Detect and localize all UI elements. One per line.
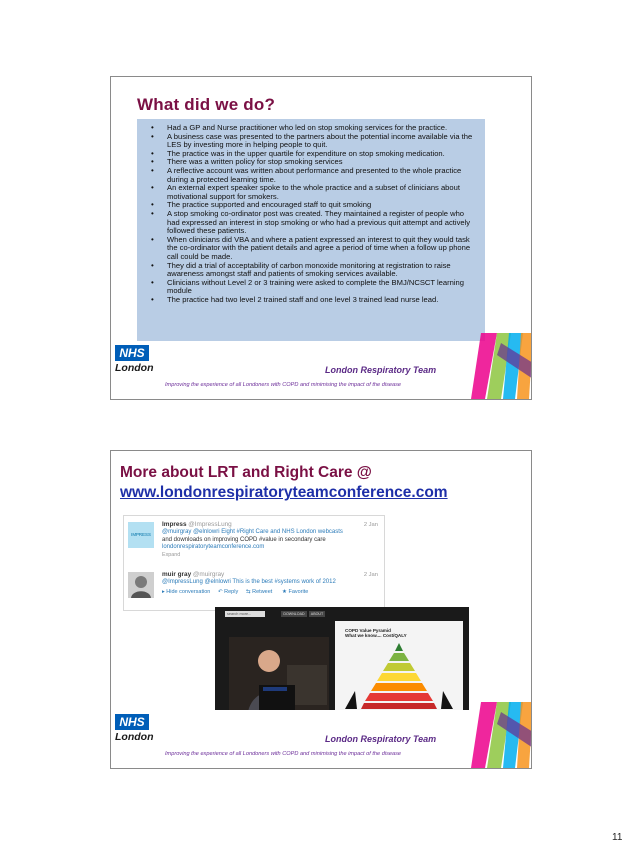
retweet-link[interactable]: ⇆ Retweet bbox=[246, 589, 273, 595]
bullet-item: • Clinicians without Level 2 or 3 training were asked to complete the BMJ/NCSCT learning module bbox=[147, 279, 477, 296]
conference-link[interactable]: www.londonrespiratoryteamconference.com bbox=[120, 484, 448, 501]
bullet-item: • When clinicians did VBA and where a patient expressed an interest to quit they would task the co-ordinator with the patient details and agree a period of time when a follow up phone call could be made. bbox=[147, 236, 477, 262]
bullet-item: • They did a trial of acceptability of carbon monoxide monitoring at registration to raise awareness amongst staff and patients of smoking services available. bbox=[147, 262, 477, 279]
pyramid-title: COPD Value Pyramid What we know.... Cost/QALY bbox=[345, 628, 407, 639]
hide-conversation-link[interactable]: ▸ Hide conversation bbox=[162, 589, 211, 595]
slide-what-did-we-do bbox=[110, 76, 532, 400]
bullet-item: • The practice was in the upper quartile for expenditure on stop smoking medication. bbox=[147, 150, 477, 159]
video-search-input[interactable]: search more... bbox=[225, 611, 265, 617]
tweet-panel bbox=[123, 515, 385, 611]
about-button[interactable]: ABOUT bbox=[310, 612, 324, 616]
tweet-date: 2 Jan bbox=[363, 572, 378, 578]
nhs-london-label: London bbox=[115, 362, 154, 374]
reply-link[interactable]: ↶ Reply bbox=[218, 589, 239, 595]
decorative-blades-icon bbox=[441, 333, 532, 399]
bullet-box bbox=[137, 119, 485, 345]
value-pyramid-icon bbox=[343, 641, 455, 711]
team-name: London Respiratory Team bbox=[325, 734, 437, 744]
bullet-item: • There was a written policy for stop smoking services bbox=[147, 158, 477, 167]
bullet-item: • A stop smoking co-ordinator post was created. They maintained a register of people who had expressed an interest in stop smoking or who had a previous quit attempt and actively followed these patients. bbox=[147, 210, 477, 236]
slide-title: What did we do? bbox=[137, 95, 276, 114]
slide-footer bbox=[111, 341, 531, 399]
tweet-author[interactable]: muir gray @muirgray bbox=[162, 571, 225, 578]
bullet-list bbox=[147, 124, 477, 304]
bullet-item: • A reflective account was written about performance and presented to the whole practice during a protected learning time. bbox=[147, 167, 477, 184]
bullet-item: • The practice had two level 2 trained staff and one level 3 trained lead nurse lead. bbox=[147, 296, 477, 305]
bullet-item: • An external expert speaker spoke to the whole practice and a subset of clinicians about motivational support for smokers. bbox=[147, 184, 477, 201]
page-number: 11 bbox=[612, 832, 623, 843]
tweet-author[interactable]: Impress @ImpressLung bbox=[162, 521, 232, 528]
impress-avatar bbox=[128, 522, 154, 548]
avatar-label: IMPRESS bbox=[131, 532, 151, 537]
slide-more-about-lrt bbox=[110, 450, 532, 769]
tweet-text: @muirgray @elnlowri Eight #Right Care and NHS London webcasts and downloads on improving COPD #value in secondary care londonrespiratoryteamconference.com Expand bbox=[162, 529, 343, 558]
bullet-item: • Had a GP and Nurse practitioner who led on stop smoking services for the practice. bbox=[147, 124, 477, 133]
download-button[interactable]: DOWNLOAD bbox=[281, 611, 307, 617]
nhs-logo: NHS bbox=[115, 345, 149, 361]
bullet-item: • A business case was presented to the partners about the potential income available via the LES by investing more in helping people to quit. bbox=[147, 133, 477, 150]
favorite-link[interactable]: ★ Favorite bbox=[282, 589, 309, 595]
slide-footer bbox=[111, 710, 531, 768]
video-toolbar bbox=[221, 610, 331, 618]
team-name: London Respiratory Team bbox=[325, 365, 437, 375]
footer-tagline: Improving the experience of all Londoners with COPD and minimising the impact of the disease bbox=[165, 382, 401, 388]
slide-title: More about LRT and Right Care @ bbox=[120, 464, 372, 481]
muir-gray-avatar bbox=[128, 572, 154, 598]
tweet-date: 2 Jan bbox=[363, 522, 378, 528]
speaker-image bbox=[229, 637, 329, 721]
decorative-blades-icon bbox=[441, 702, 532, 768]
tweet-text: @ImpressLung @elnlowri This is the best #systems work of 2012 bbox=[162, 579, 336, 585]
nhs-london-label: London bbox=[115, 731, 154, 743]
footer-tagline: Improving the experience of all Londoners with COPD and minimising the impact of the disease bbox=[165, 751, 401, 757]
bullet-item: • The practice supported and encouraged staff to quit smoking bbox=[147, 201, 477, 210]
nhs-logo: NHS bbox=[115, 714, 149, 730]
